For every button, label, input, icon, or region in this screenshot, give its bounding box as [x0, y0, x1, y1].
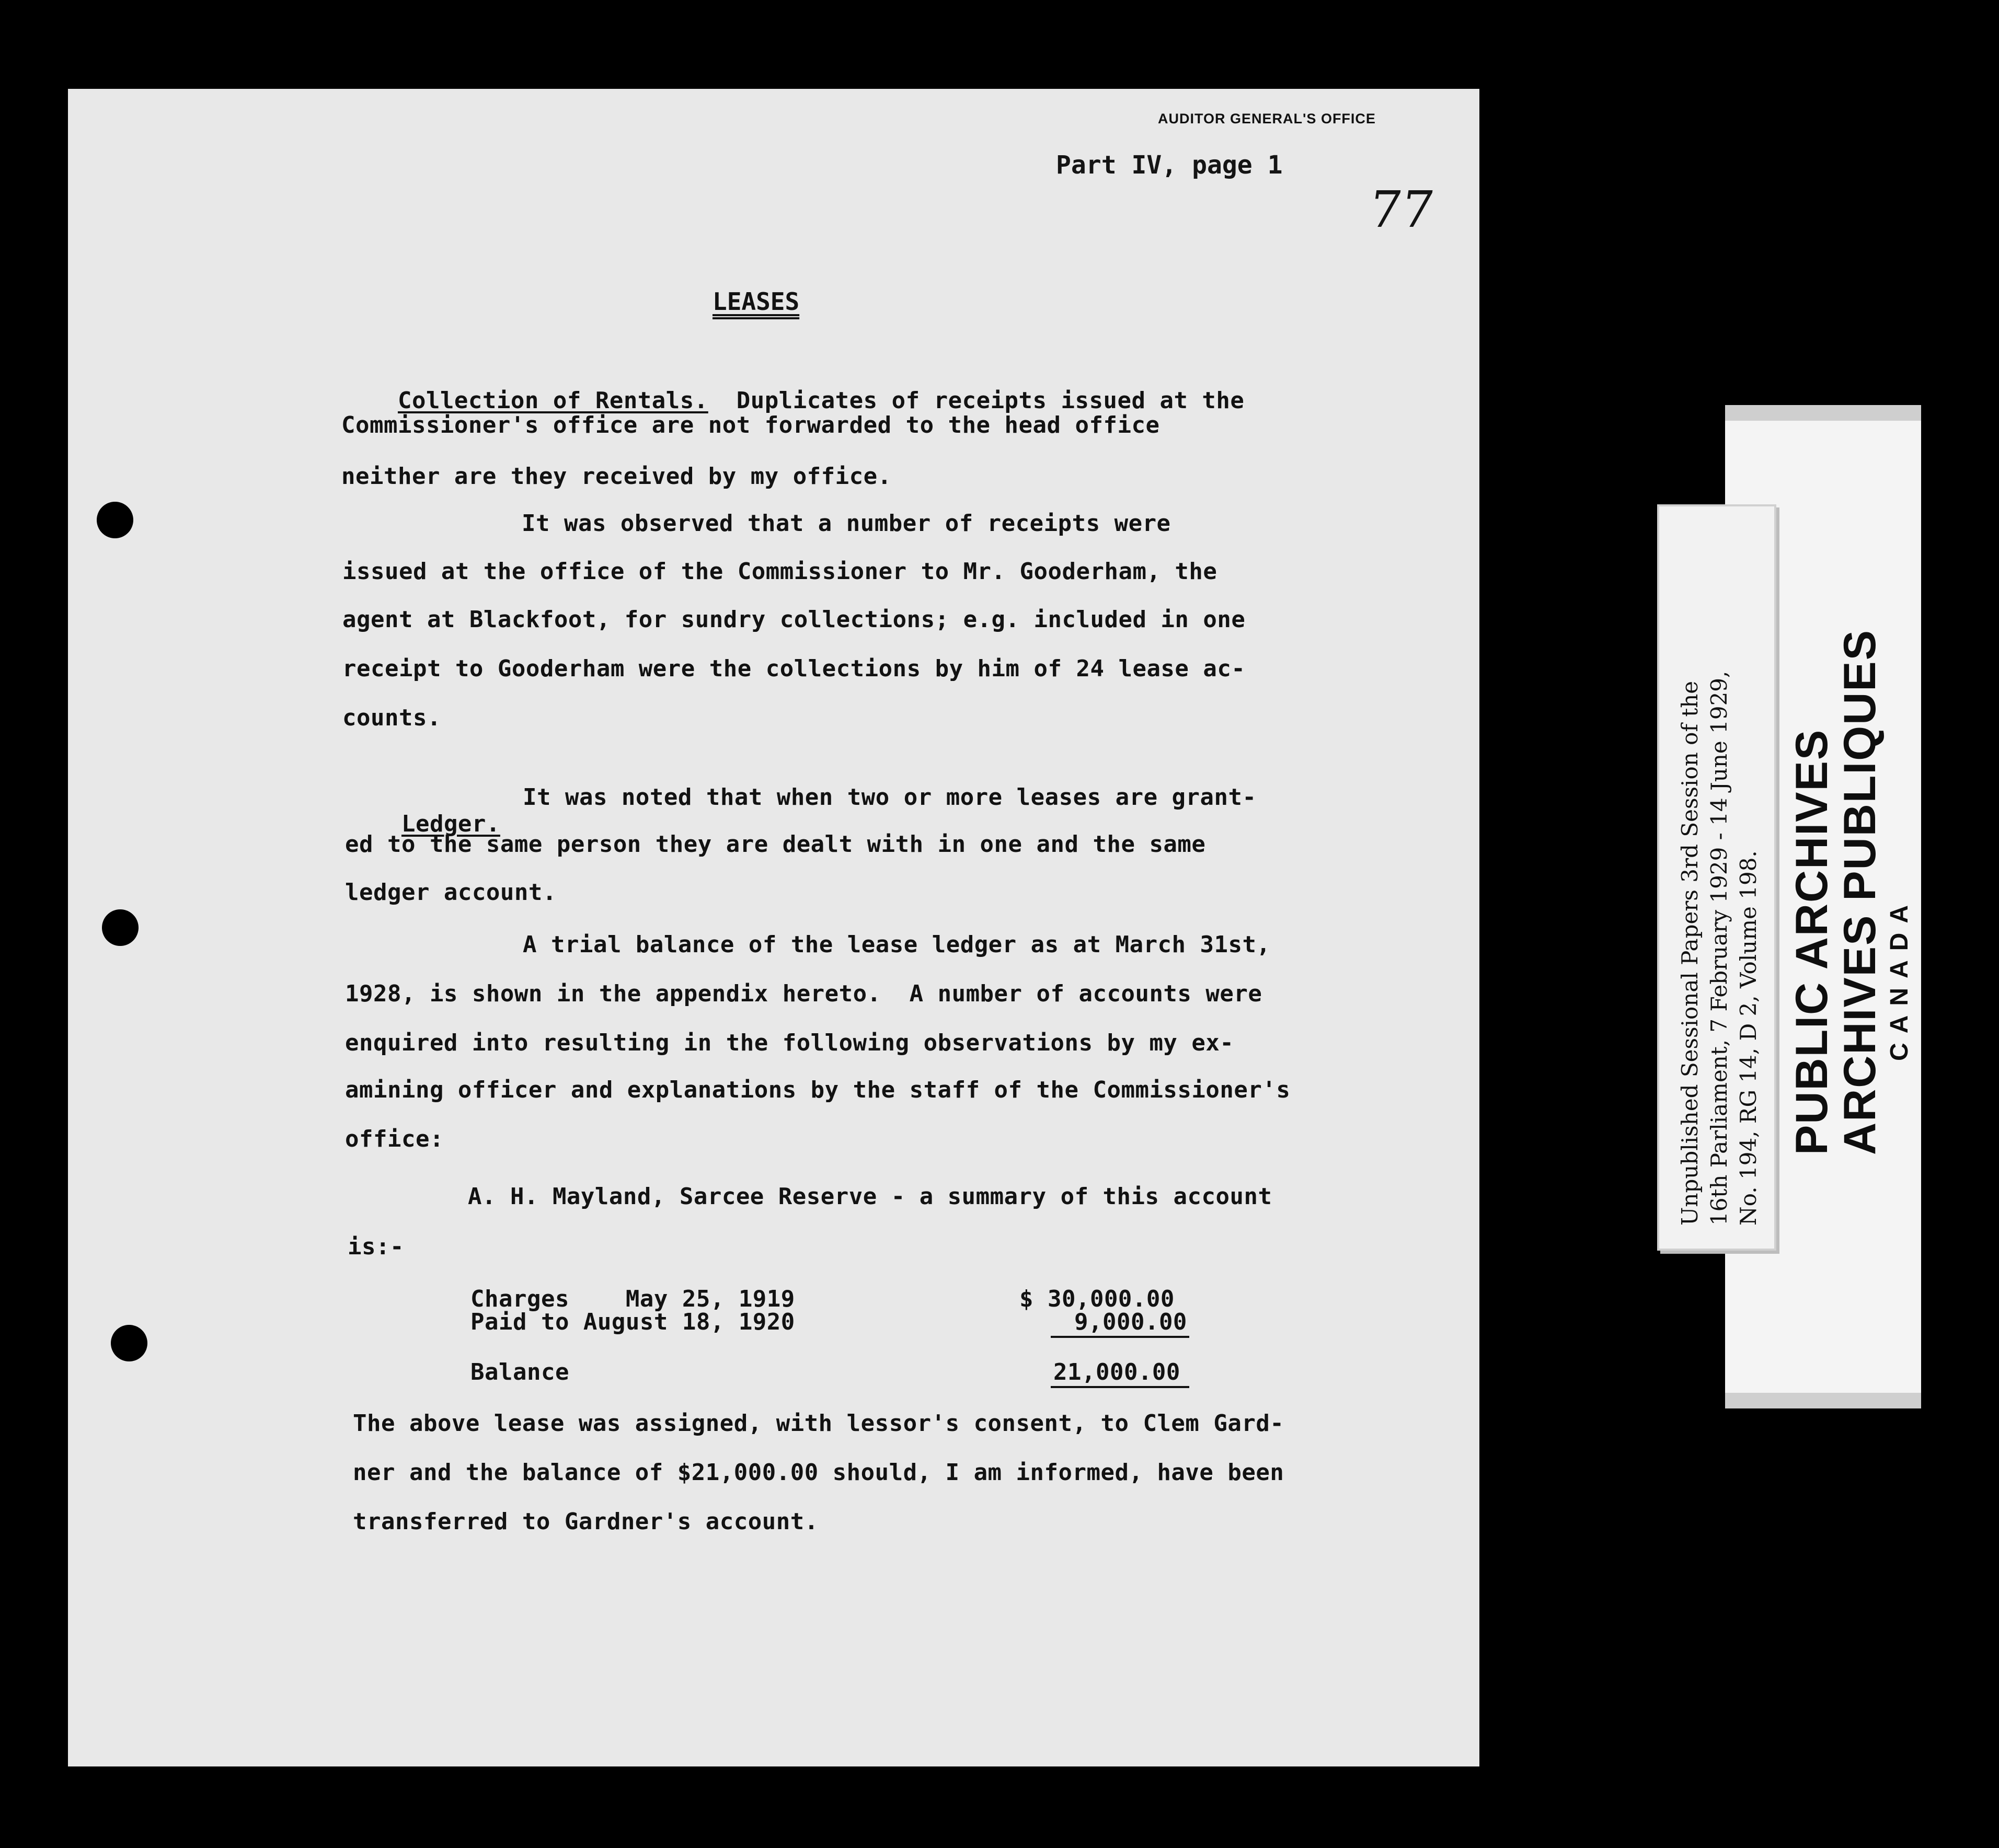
text-line: is:-	[348, 1233, 404, 1260]
text-line: Duplicates of receipts issued at the	[708, 387, 1245, 414]
folio-number: 77	[1365, 180, 1438, 239]
text-line: It was noted that when two or more leases are grant-	[523, 784, 1257, 811]
sum-rule	[1051, 1336, 1189, 1338]
text-line: agent at Blackfoot, for sundry collections; e.g. included in one	[342, 606, 1246, 633]
text-line: A trial balance of the lease ledger as at March 31st,	[523, 931, 1271, 958]
archive-card-line: ARCHIVES PUBLIQUES	[1835, 629, 1885, 1155]
archive-label-text	[1675, 504, 1763, 1226]
punch-hole	[97, 502, 133, 538]
text-line: transferred to Gardner's account.	[353, 1508, 819, 1535]
archive-card-line: CANADA	[1886, 896, 1913, 1061]
balance-value: 21,000.00	[1053, 1359, 1180, 1385]
text-line: enquired into resulting in the following observations by my ex-	[345, 1030, 1234, 1056]
text-line: office:	[345, 1126, 444, 1152]
text-line: issued at the office of the Commissioner to Mr. Gooderham, the	[342, 558, 1217, 585]
section-heading: Ledger.	[401, 811, 500, 837]
text-line: ed to the same person they are dealt with in one and the same	[345, 831, 1206, 858]
document-page	[68, 89, 1479, 1766]
paid-label: Paid to August 18, 1920	[470, 1309, 795, 1335]
text-line: 1928, is shown in the appendix hereto. A number of accounts were	[345, 980, 1262, 1007]
punch-hole	[102, 909, 139, 946]
archive-label-line: 16th Parliament, 7 February 1929 - 14 June 1929,	[1706, 671, 1732, 1226]
text-line: receipt to Gooderham were the collections by him of 24 lease ac-	[342, 655, 1246, 682]
charges-label: Charges May 25, 1919	[470, 1286, 795, 1312]
balance-label: Balance	[470, 1359, 569, 1385]
charges-value: $ 30,000.00	[1019, 1286, 1175, 1312]
text-line: amining officer and explanations by the staff of the Commissioner's	[345, 1077, 1291, 1103]
archive-label-line: No. 194, RG 14, D 2, Volume 198.	[1736, 850, 1761, 1226]
archive-card-line: PUBLIC ARCHIVES	[1787, 729, 1837, 1155]
punch-hole	[111, 1325, 147, 1361]
text-line: Commissioner's office are not forwarded to the head office	[341, 412, 1160, 438]
office-stamp: AUDITOR GENERAL'S OFFICE	[1158, 111, 1376, 126]
text-line: ledger account.	[345, 879, 557, 906]
section-heading: Collection of Rentals.	[397, 387, 708, 414]
page-reference: Part IV, page 1	[1056, 151, 1283, 180]
archive-card-text	[1788, 580, 1915, 1155]
text-line: The above lease was assigned, with lessor's consent, to Clem Gard-	[353, 1410, 1284, 1437]
balance-rule	[1051, 1386, 1189, 1388]
paid-value: 9,000.00	[1074, 1309, 1187, 1335]
text-line: ner and the balance of $21,000.00 should, I am informed, have been	[353, 1459, 1284, 1486]
text-line: It was observed that a number of receipts were	[522, 510, 1171, 537]
page-title: LEASES	[713, 287, 800, 316]
text-line: neither are they received by my office.	[341, 463, 892, 490]
archive-label-line: Unpublished Sessional Papers 3rd Session of the	[1677, 680, 1703, 1226]
text-line: counts.	[342, 704, 441, 731]
text-line: A. H. Mayland, Sarcee Reserve - a summary of this account	[468, 1183, 1272, 1210]
